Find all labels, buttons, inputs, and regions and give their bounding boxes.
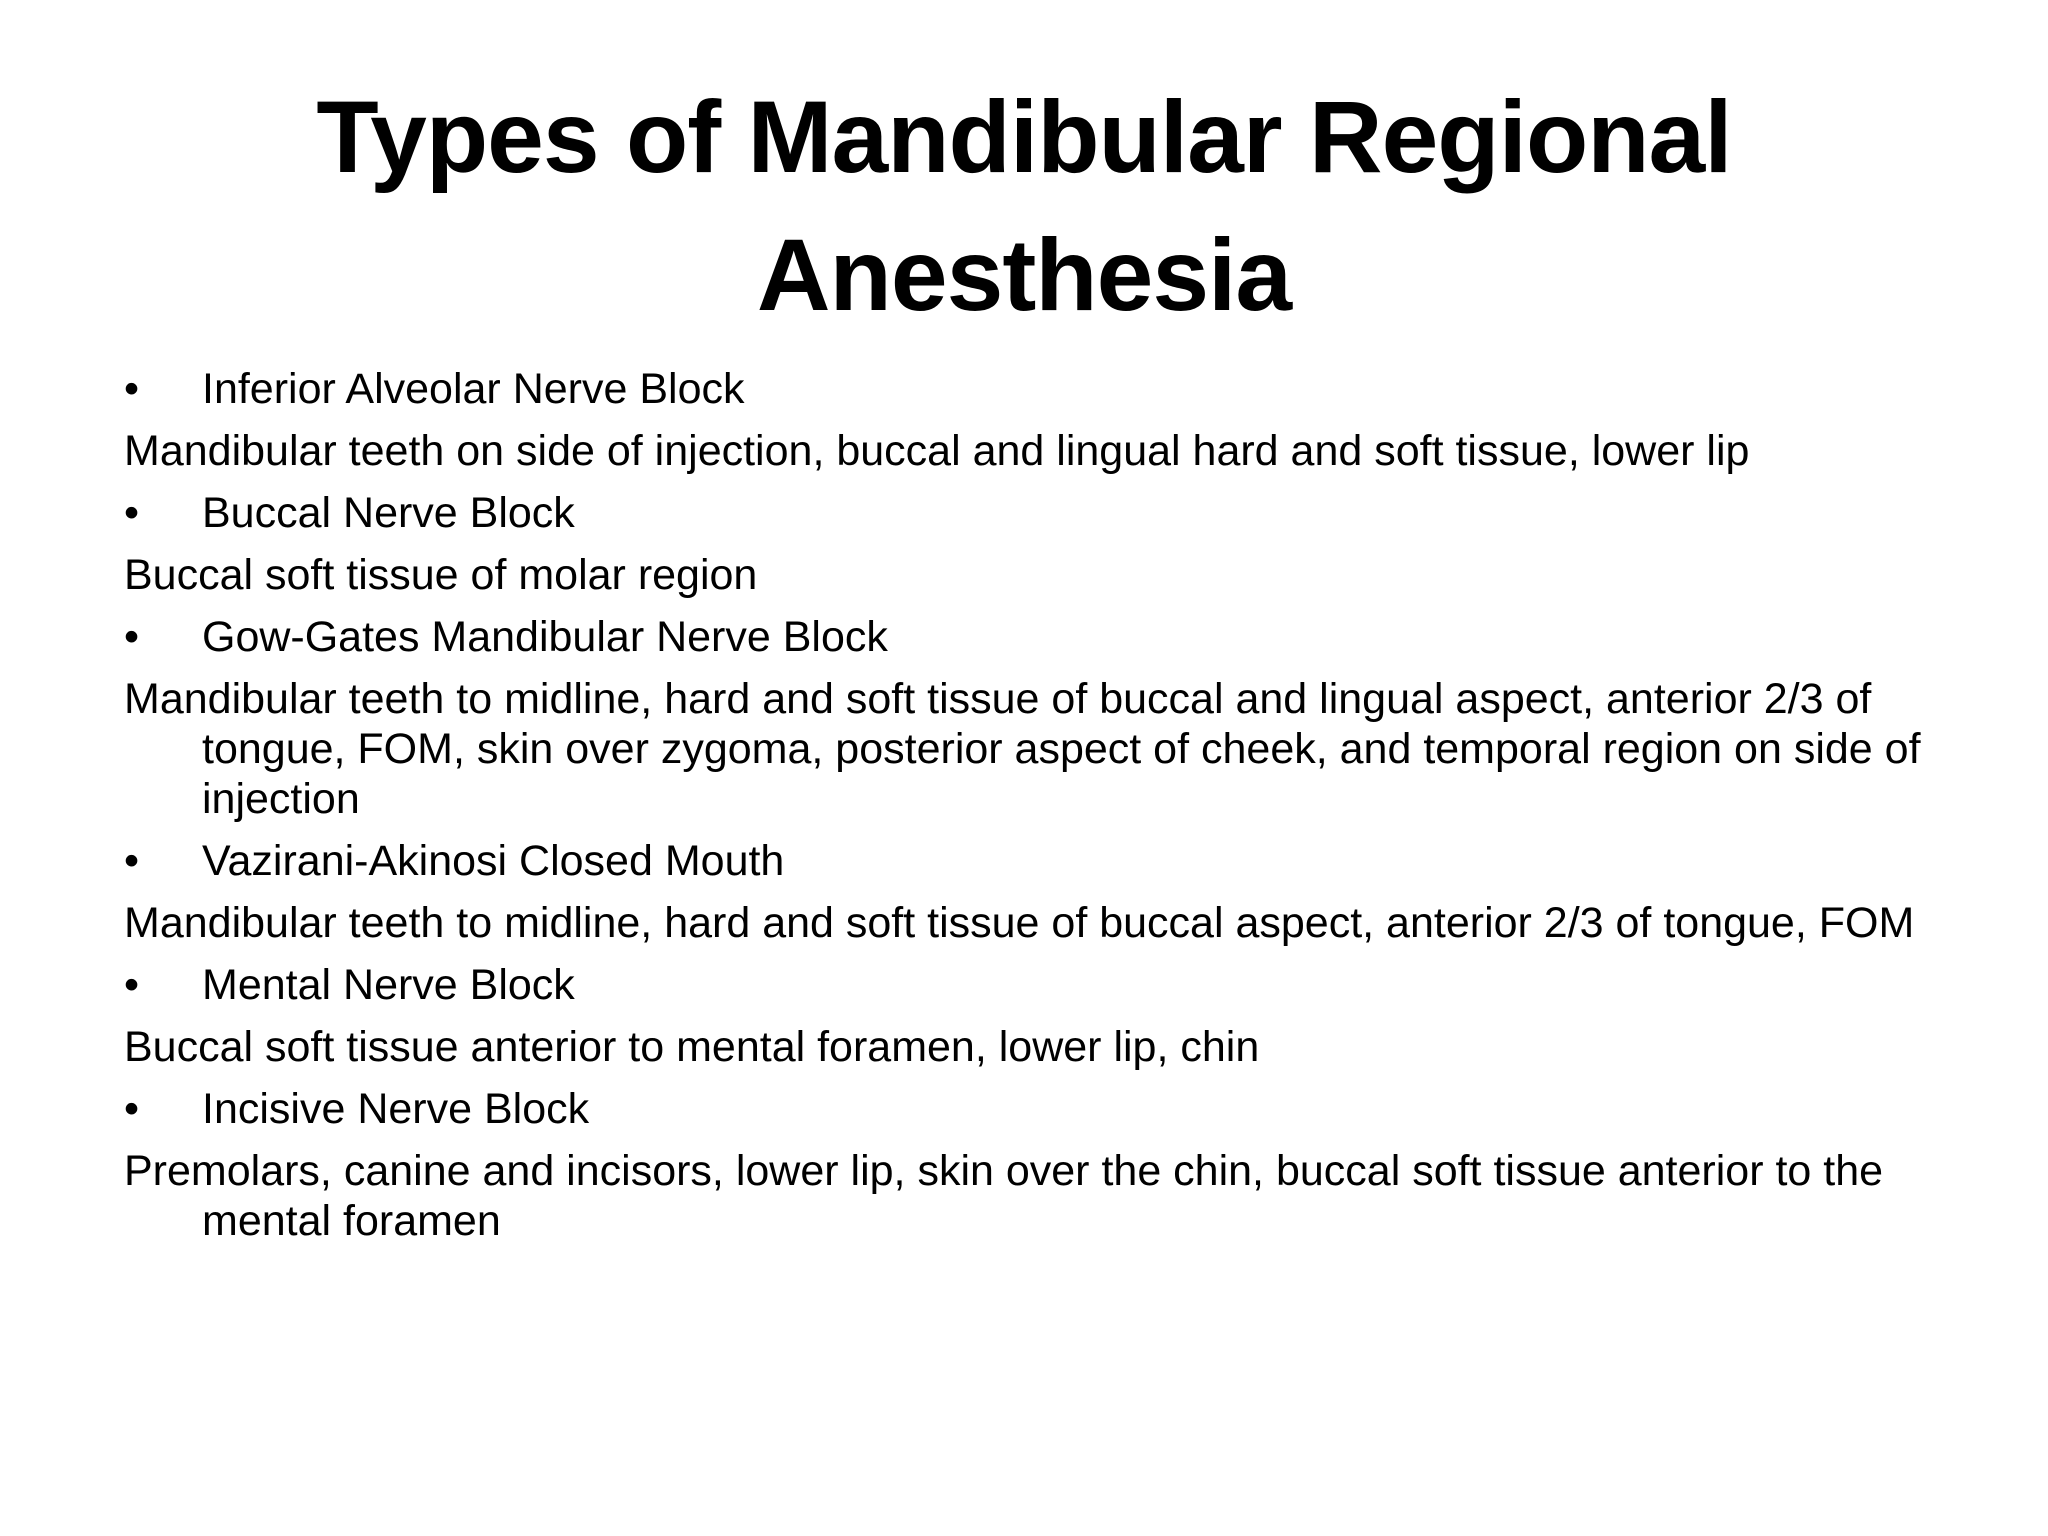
nerve-block-description: Premolars, canine and incisors, lower lip, skin over the chin, buccal soft tissue anterior to the mental foramen (124, 1147, 1884, 1245)
nerve-block-description: Mandibular teeth on side of injection, buccal and lingual hard and soft tissue, lower lip (124, 427, 1750, 475)
bullet-item (124, 836, 1954, 886)
slide-body (124, 364, 1954, 1258)
bullet-dot: • (124, 365, 140, 413)
nerve-block-name: Gow-Gates Mandibular Nerve Block (202, 613, 888, 661)
nerve-block-description: Buccal soft tissue of molar region (124, 551, 758, 599)
nerve-block-description: Buccal soft tissue anterior to mental foramen, lower lip, chin (124, 1023, 1260, 1071)
bullet-dot: • (124, 837, 140, 885)
bullet-item (124, 960, 1954, 1010)
nerve-block-name: Mental Nerve Block (202, 961, 575, 1009)
nerve-block-description: Mandibular teeth to midline, hard and soft tissue of buccal aspect, anterior 2/3 of tongue, FOM (124, 899, 1915, 947)
nerve-block-name: Buccal Nerve Block (202, 489, 575, 537)
nerve-block-description: Mandibular teeth to midline, hard and soft tissue of buccal and lingual aspect, anterior 2/3 of tongue, FOM, skin over zygoma, posterior aspect of cheek, and temporal region on side of injection (124, 675, 1921, 823)
bullet-dot: • (124, 1085, 140, 1133)
slide-title: Types of Mandibular Regional Anesthesia (316, 80, 1732, 332)
bullet-item (124, 612, 1954, 662)
bullet-dot: • (124, 613, 140, 661)
nerve-block-name: Vazirani-Akinosi Closed Mouth (202, 837, 785, 885)
bullet-dot: • (124, 489, 140, 537)
bullet-dot: • (124, 961, 140, 1009)
bullet-item (124, 488, 1954, 538)
bullet-item (124, 1084, 1954, 1134)
bullet-item (124, 364, 1954, 414)
nerve-block-name: Incisive Nerve Block (202, 1085, 590, 1133)
nerve-block-name: Inferior Alveolar Nerve Block (202, 365, 745, 413)
